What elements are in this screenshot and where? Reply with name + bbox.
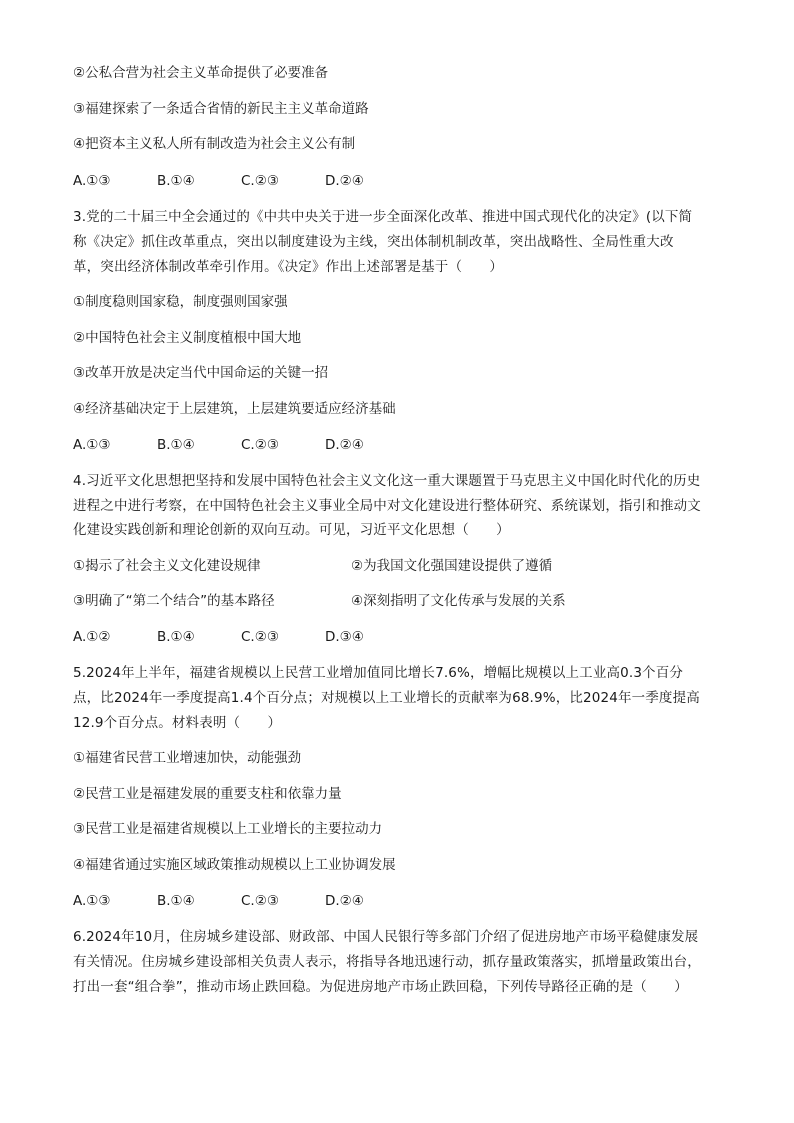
q3-option-b: B.①④ xyxy=(157,437,195,453)
q3-stem-line-3: 革，突出经济体制改革牵引作用。《决定》作出上述部署是基于（ ） xyxy=(73,259,504,275)
q4-stem-line-3: 化建设实践创新和理论创新的双向互动。可见，习近平文化思想（ ） xyxy=(73,522,510,538)
q4-option-d: D.③④ xyxy=(325,629,364,645)
q4-option-c: C.②③ xyxy=(241,629,279,645)
q5-item-3: ③民营工业是福建省规模以上工业增长的主要拉动力 xyxy=(73,821,383,837)
q5-stem-line-2: 点，比2024年一季度提高1.4个百分点；对规模以上工业增长的贡献率为68.9%，比2024年一季度提高 xyxy=(73,690,700,706)
q6-stem-line-2: 有关情况。住房城乡建设部相关负责人表示，将指导各地迅速行动，抓存量政策落实，抓增量政策出台， xyxy=(73,954,701,970)
q2-item-2: ②公私合营为社会主义革命提供了必要准备 xyxy=(73,65,329,81)
q3-item-2: ②中国特色社会主义制度植根中国大地 xyxy=(73,330,302,346)
q4-items-row-1 xyxy=(73,557,261,575)
q3-stem-line-2: 称《决定》抓住改革重点，突出以制度建设为主线，突出体制机制改革，突出战略性、全局性重大改 xyxy=(73,234,674,250)
q4-item-4: ④深刻指明了文化传承与发展的关系 xyxy=(351,593,566,609)
q3-stem-line-1: 3.党的二十届三中全会通过的《中共中央关于进一步全面深化改革、推进中国式现代化的决定》(以下简 xyxy=(73,209,693,225)
q2-options xyxy=(73,172,364,190)
q5-item-2: ②民营工业是福建发展的重要支柱和依靠力量 xyxy=(73,786,342,802)
q4-item-2: ②为我国文化强国建设提供了遵循 xyxy=(351,558,553,574)
q3-item-1: ①制度稳则国家稳，制度强则国家强 xyxy=(73,294,288,310)
q5-options xyxy=(73,892,364,910)
q6-stem-line-3: 打出一套“组合拳”，推动市场止跌回稳。为促进房地产市场止跌回稳，下列传导路径正确的是（ ） xyxy=(73,979,688,995)
q5-option-d: D.②④ xyxy=(325,893,364,909)
q5-stem-line-3: 12.9个百分点。材料表明（ ） xyxy=(73,715,282,731)
q2-item-3: ③福建探索了一条适合省情的新民主主义革命道路 xyxy=(73,101,369,117)
q4-stem-line-1: 4.习近平文化思想把坚持和发展中国特色社会主义文化这一重大课题置于马克思主义中国化时代化的历史 xyxy=(73,473,701,489)
q3-item-4: ④经济基础决定于上层建筑，上层建筑要适应经济基础 xyxy=(73,401,396,417)
q2-option-d: D.②④ xyxy=(325,173,364,189)
q4-options xyxy=(73,628,364,646)
q2-option-b: B.①④ xyxy=(157,173,195,189)
q3-option-d: D.②④ xyxy=(325,437,364,453)
q4-option-a: A.①② xyxy=(73,629,111,645)
q4-option-b: B.①④ xyxy=(157,629,195,645)
q4-items-row-2 xyxy=(73,592,275,610)
q5-item-1: ①福建省民营工业增速加快，动能强劲 xyxy=(73,750,302,766)
q5-stem-line-1: 5.2024年上半年，福建省规模以上民营工业增加值同比增长7.6%，增幅比规模以上工业高0.3个百分 xyxy=(73,665,684,681)
q5-option-c: C.②③ xyxy=(241,893,279,909)
q3-option-c: C.②③ xyxy=(241,437,279,453)
q4-item-3: ③明确了“第二个结合”的基本路径 xyxy=(73,593,275,609)
q3-option-a: A.①③ xyxy=(73,437,111,453)
q6-stem-line-1: 6.2024年10月，住房城乡建设部、财政部、中国人民银行等多部门介绍了促进房地产市场平稳健康发展 xyxy=(73,929,699,945)
q2-option-c: C.②③ xyxy=(241,173,279,189)
q2-item-4: ④把资本主义私人所有制改造为社会主义公有制 xyxy=(73,136,356,152)
q4-item-1: ①揭示了社会主义文化建设规律 xyxy=(73,558,261,574)
q2-option-a: A.①③ xyxy=(73,173,111,189)
q3-options xyxy=(73,436,364,454)
q5-option-a: A.①③ xyxy=(73,893,111,909)
q5-option-b: B.①④ xyxy=(157,893,195,909)
q5-item-4: ④福建省通过实施区域政策推动规模以上工业协调发展 xyxy=(73,857,396,873)
q3-item-3: ③改革开放是决定当代中国命运的关键一招 xyxy=(73,365,329,381)
q4-stem-line-2: 进程之中进行考察，在中国特色社会主义事业全局中对文化建设进行整体研究、系统谋划，指引和推动文 xyxy=(73,498,701,514)
